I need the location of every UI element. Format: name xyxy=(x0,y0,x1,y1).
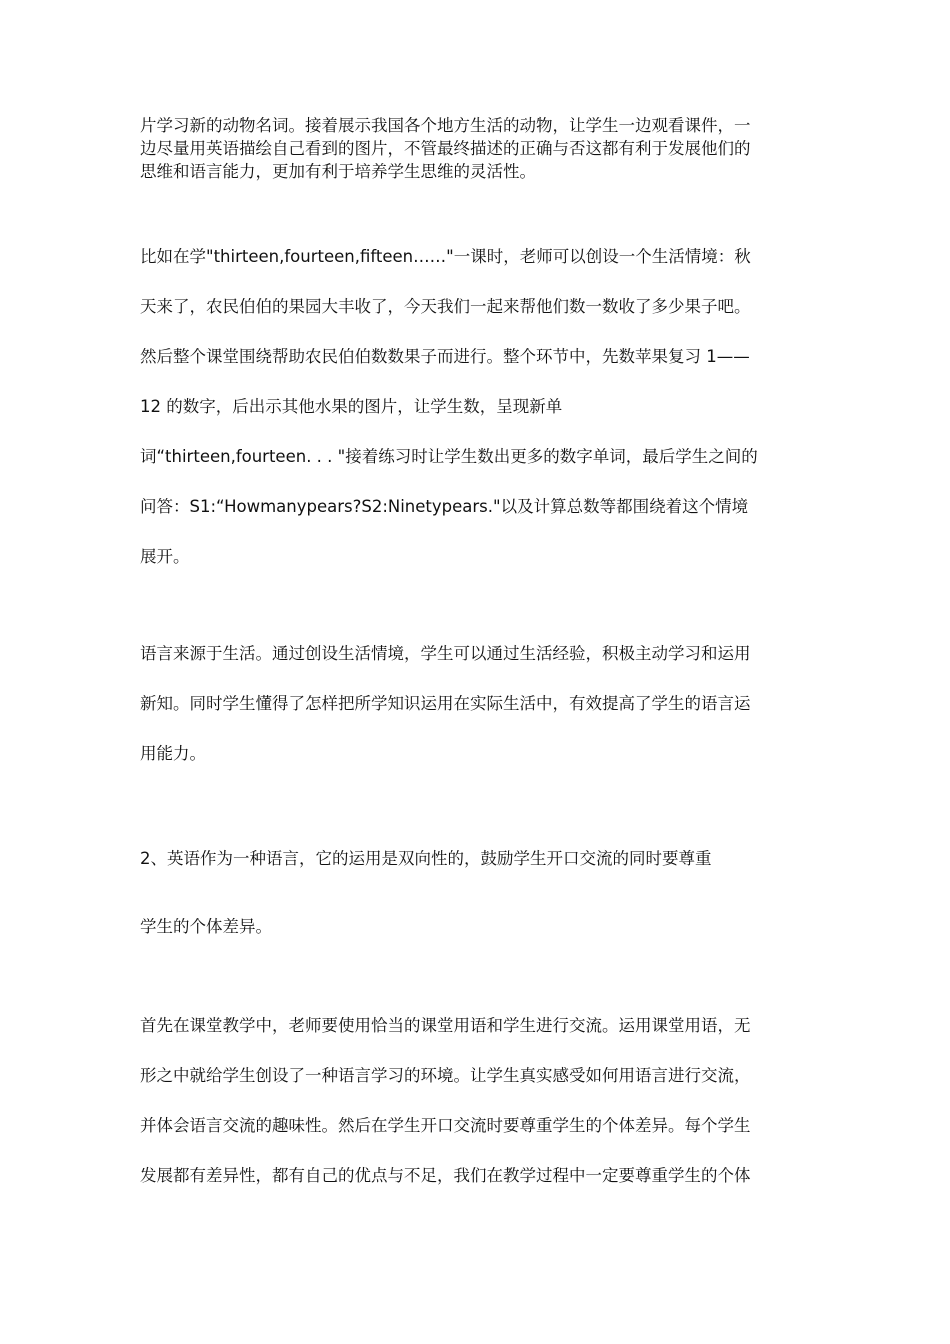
text-line: 并体会语言交流的趣味性。然后在学生开口交流时要尊重学生的个体差异。每个学生 xyxy=(140,1116,751,1135)
text-line: 首先在课堂教学中，老师要使用恰当的课堂用语和学生进行交流。运用课堂用语，无 xyxy=(140,1016,751,1035)
text-line: 12 的数字，后出示其他水果的图片，让学生数，呈现新单 xyxy=(140,397,563,416)
text-line: 展开。 xyxy=(140,547,190,566)
text-line: 形之中就给学生创设了一种语言学习的环境。让学生真实感受如何用语言进行交流， xyxy=(140,1066,751,1085)
text-line: 边尽量用英语描绘自己看到的图片，不管最终描述的正确与否这都有利于发展他们的 xyxy=(140,139,751,158)
text-line: 发展都有差异性，都有自己的优点与不足，我们在教学过程中一定要尊重学生的个体 xyxy=(140,1166,751,1185)
text-line: 然后整个课堂围绕帮助农民伯伯数数果子而进行。整个环节中，先数苹果复习 1—— xyxy=(140,347,750,366)
section-heading: 学生的个体差异。 xyxy=(140,917,272,936)
text-line: 词“thirteen,fourteen. . . "接着练习时让学生数出更多的数字单词，最后学生之间的 xyxy=(140,447,758,466)
text-line: 问答：S1:“Howmanypears?S2:Ninetypears."以及计算总数等都围绕着这个情境 xyxy=(140,497,749,516)
text-line: 片学习新的动物名词。接着展示我国各个地方生活的动物，让学生一边观看课件，一 xyxy=(140,116,751,135)
text-line: 用能力。 xyxy=(140,744,206,763)
text-line: 新知。同时学生懂得了怎样把所学知识运用在实际生活中，有效提高了学生的语言运 xyxy=(140,694,751,713)
section-heading: 2、英语作为一种语言，它的运用是双向性的，鼓励学生开口交流的同时要尊重 xyxy=(140,849,712,868)
text-line: 天来了，农民伯伯的果园大丰收了，今天我们一起来帮他们数一数收了多少果子吧。 xyxy=(140,297,751,316)
text-line: 比如在学"thirteen,fourteen,fifteen……"一课时，老师可以创设一个生活情境：秋 xyxy=(140,247,751,266)
text-line: 语言来源于生活。通过创设生活情境，学生可以通过生活经验，积极主动学习和运用 xyxy=(140,644,751,663)
text-line: 思维和语言能力，更加有利于培养学生思维的灵活性。 xyxy=(140,162,536,181)
